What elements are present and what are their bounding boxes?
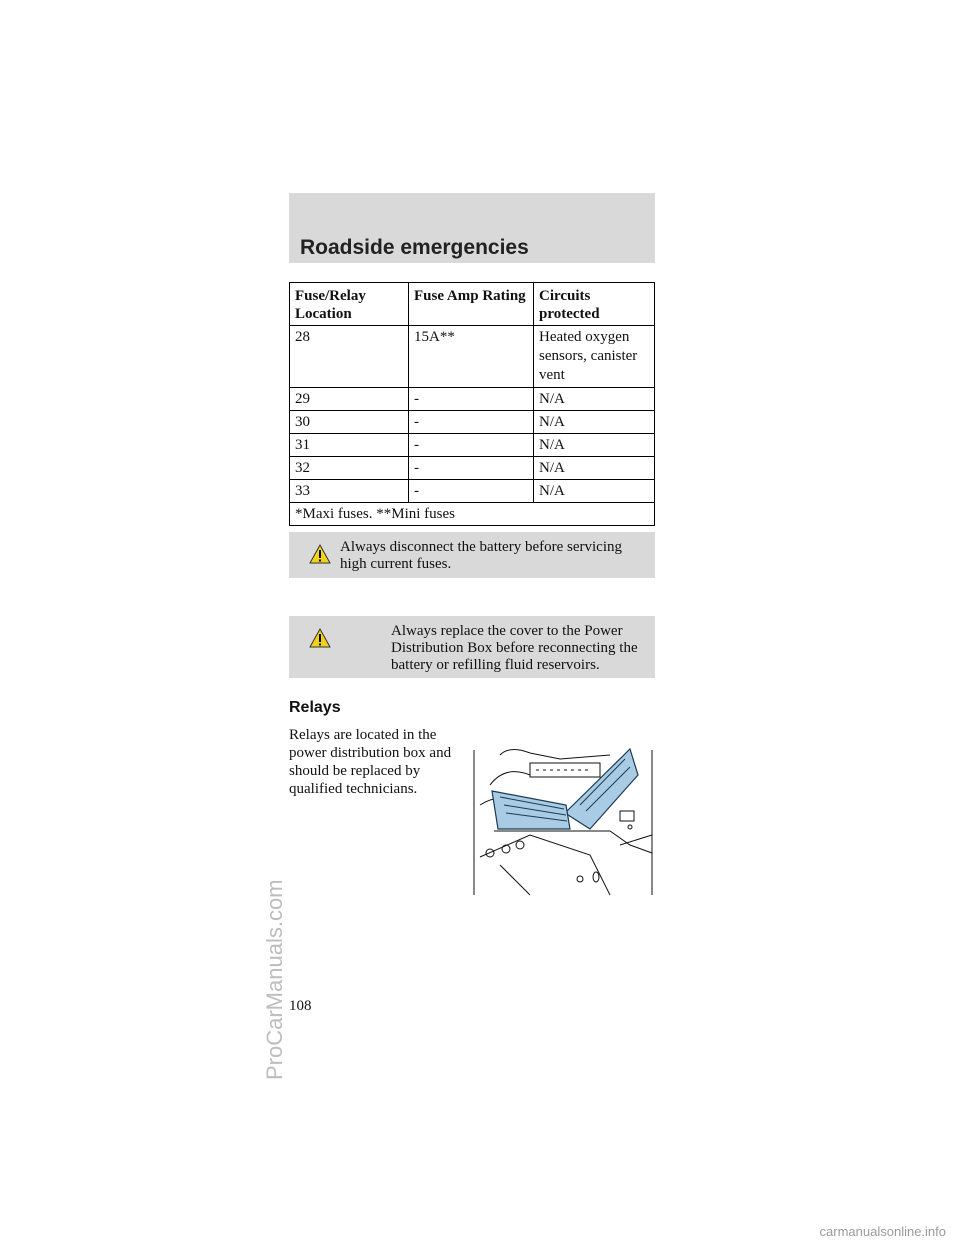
cell-rating: - bbox=[409, 457, 534, 480]
cell-circuits: N/A bbox=[534, 434, 655, 457]
cell-location: 31 bbox=[290, 434, 409, 457]
section-body: Relays are located in the power distribution box and should be replaced by qualified technicians. bbox=[289, 727, 452, 797]
cell-circuits: N/A bbox=[534, 388, 655, 411]
table-row bbox=[290, 411, 655, 434]
table-footnote-row bbox=[290, 503, 655, 526]
page-title: Roadside emergencies bbox=[300, 236, 529, 259]
warning-box-cover bbox=[289, 616, 655, 678]
table-header-row bbox=[290, 283, 655, 326]
warning-text: Always disconnect the battery before servicing high current fuses. bbox=[340, 539, 622, 572]
watermark-text: ProCarManuals.com bbox=[262, 879, 287, 1080]
cell-location: 33 bbox=[290, 480, 409, 503]
cell-circuits: N/A bbox=[534, 480, 655, 503]
cell-rating: - bbox=[409, 434, 534, 457]
cell-circuits: N/A bbox=[534, 411, 655, 434]
column-header-circuits: Circuits protected bbox=[534, 283, 655, 326]
cell-rating: - bbox=[409, 480, 534, 503]
cell-circuits: N/A bbox=[534, 457, 655, 480]
table-row bbox=[290, 434, 655, 457]
table-row bbox=[290, 457, 655, 480]
cell-rating: - bbox=[409, 388, 534, 411]
cell-location: 28 bbox=[290, 326, 409, 388]
table-row bbox=[290, 326, 655, 388]
footer-site-text: carmanualsonline.info bbox=[819, 1224, 946, 1239]
cell-location: 32 bbox=[290, 457, 409, 480]
table-row bbox=[290, 480, 655, 503]
power-distribution-box-illustration bbox=[470, 745, 656, 902]
warning-text-body: Always replace the cover to the Power Distribution Box before reconnecting the battery or refilling fluid reservoirs. bbox=[391, 623, 638, 673]
cell-location: 29 bbox=[290, 388, 409, 411]
cell-location: 30 bbox=[290, 411, 409, 434]
cell-circuits: Heated oxygen sensors, canister vent bbox=[534, 326, 655, 388]
warning-text bbox=[289, 623, 645, 674]
table-footnote: *Maxi fuses. **Mini fuses bbox=[290, 503, 655, 526]
fuse-table bbox=[289, 282, 655, 526]
cell-rating: - bbox=[409, 411, 534, 434]
warning-icon bbox=[309, 544, 331, 569]
cell-rating: 15A** bbox=[409, 326, 534, 388]
page-number: 108 bbox=[289, 998, 312, 1014]
table-row bbox=[290, 388, 655, 411]
column-header-rating: Fuse Amp Rating bbox=[409, 283, 534, 326]
section-heading: Relays bbox=[289, 699, 341, 716]
column-header-location: Fuse/Relay Location bbox=[290, 283, 409, 326]
warning-box-fuses bbox=[289, 532, 655, 578]
